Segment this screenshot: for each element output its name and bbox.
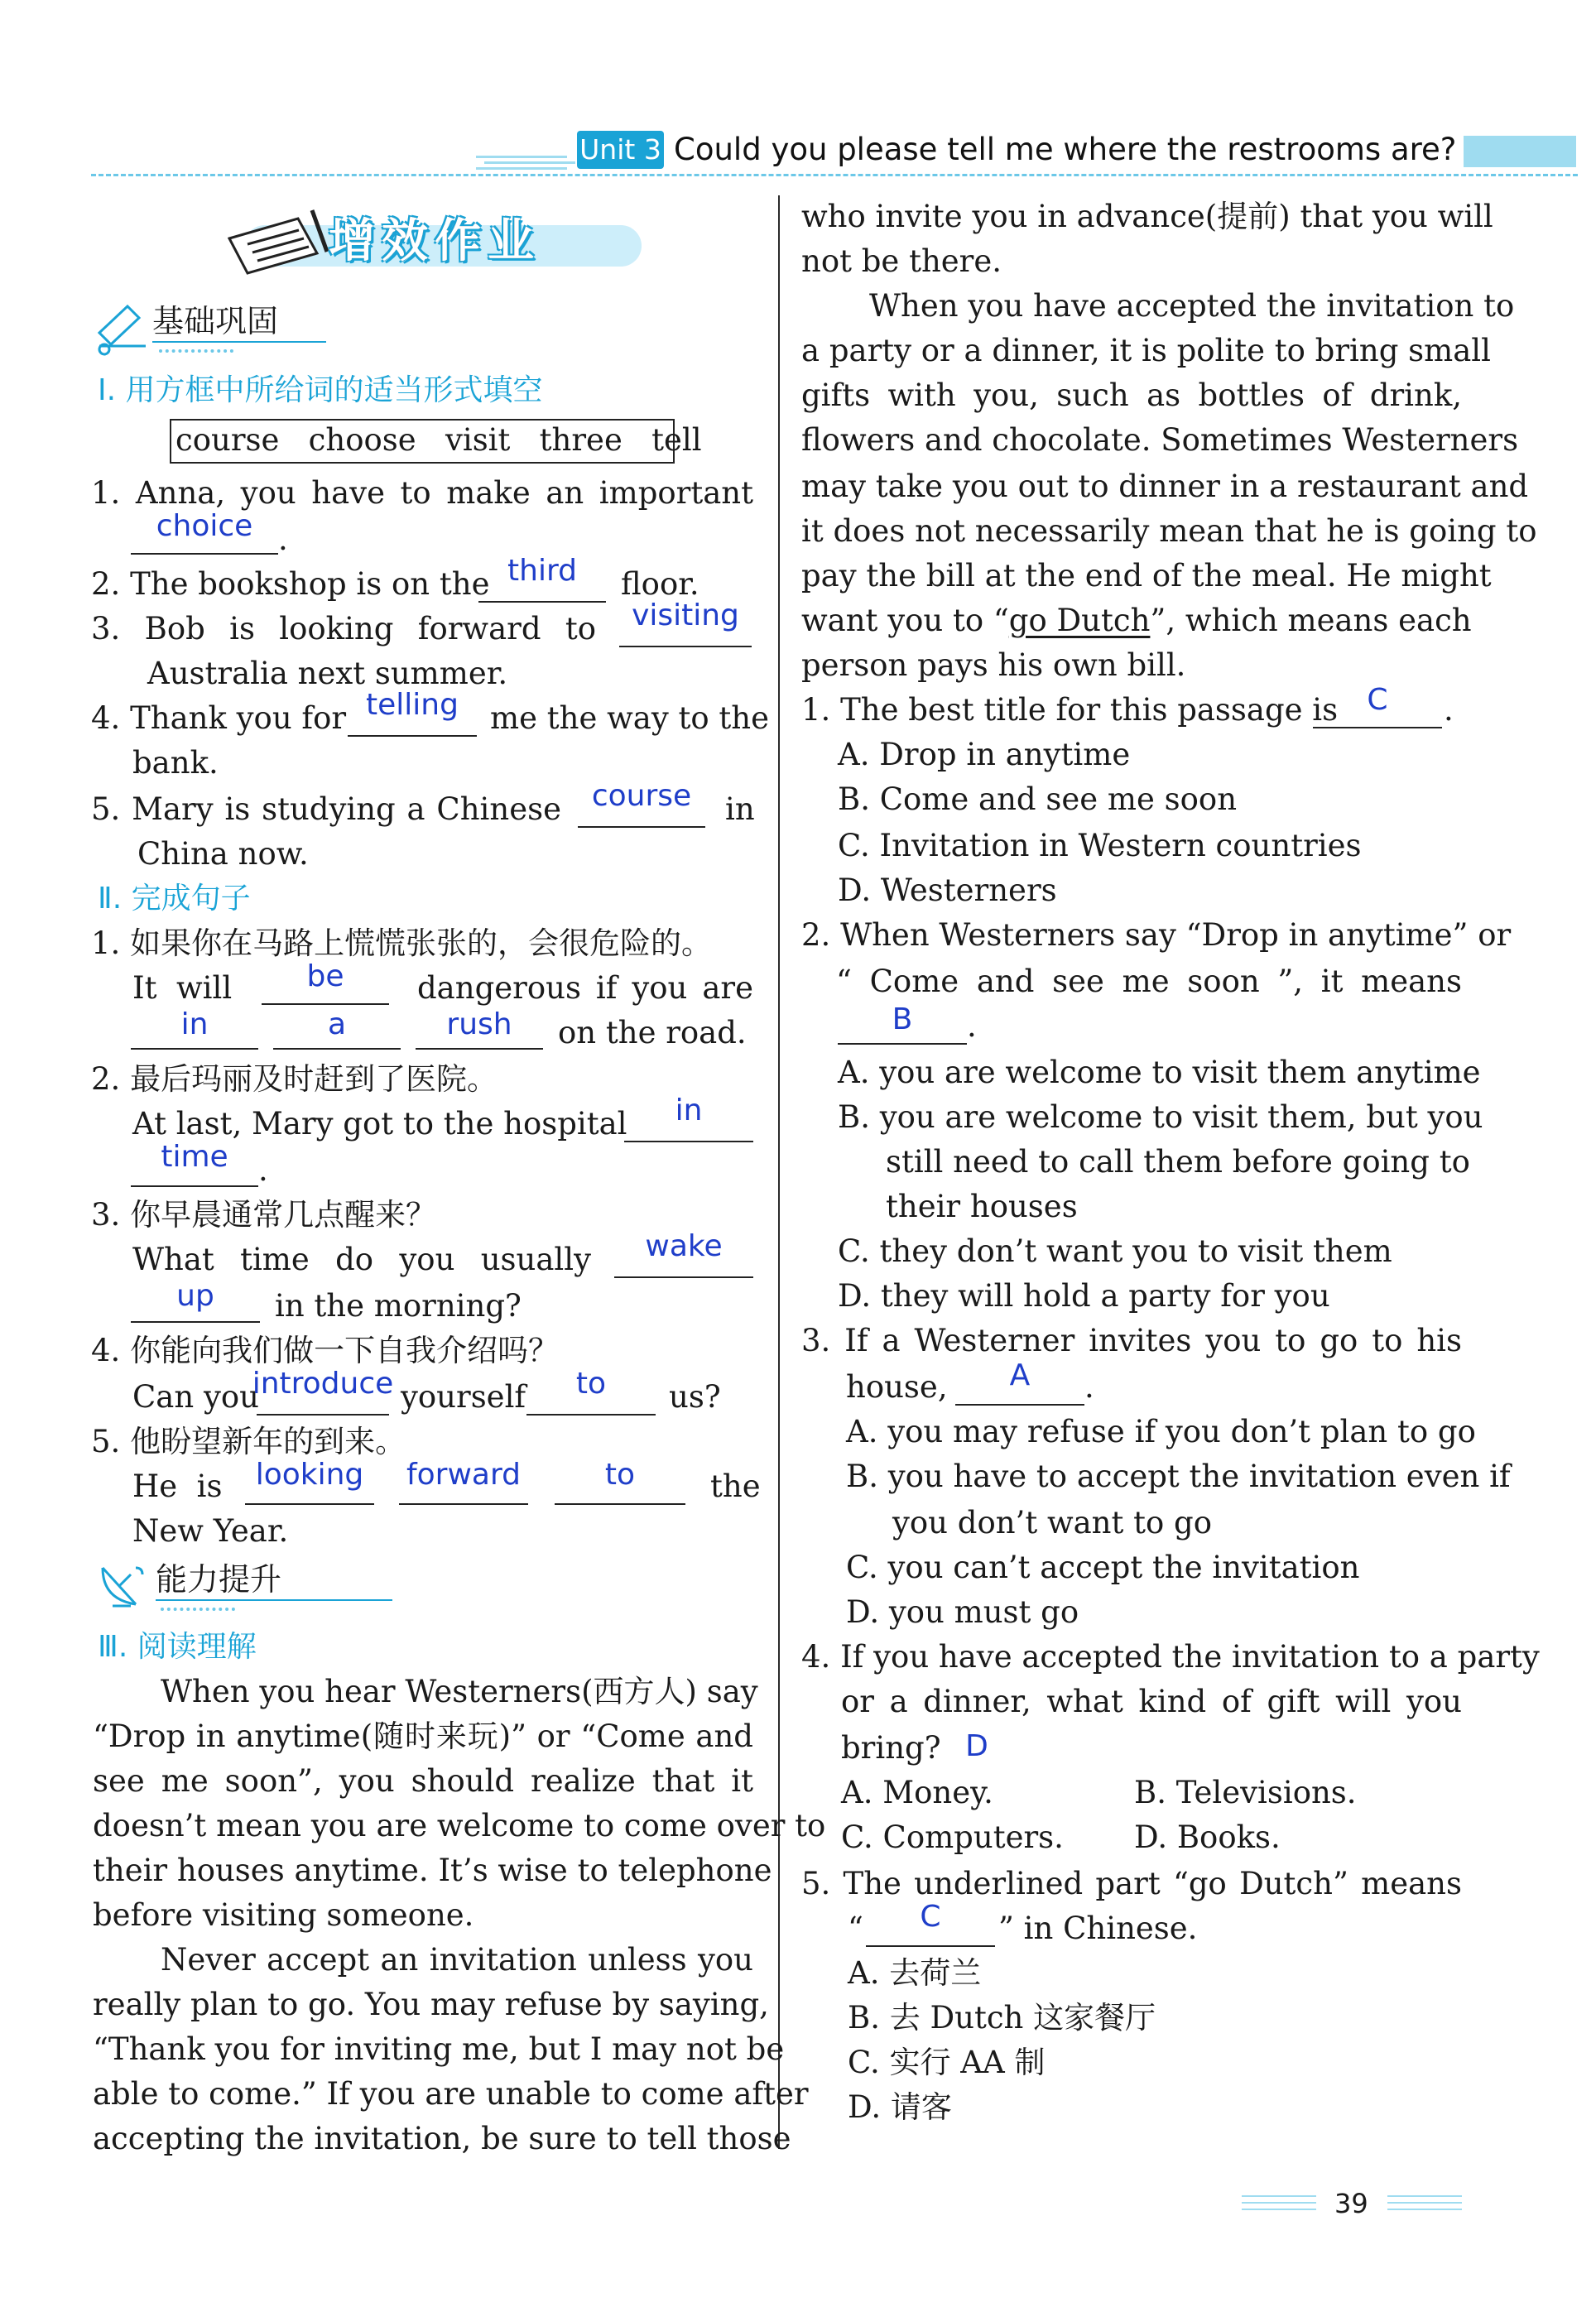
pencil-ruler-icon <box>93 300 151 358</box>
page-number: 39 <box>1334 2188 1368 2219</box>
p1-q2-answer: third <box>507 554 577 588</box>
banner-title: 增效作业 <box>329 214 541 268</box>
basics-heading-rule <box>152 341 326 343</box>
p1-q2-text: 2. The bookshop is on the <box>91 566 490 602</box>
p1-q3-answer: visiting <box>632 598 739 632</box>
r-q3-stem: 3. If a Westerner invites you to go to his <box>801 1323 1462 1358</box>
r-q3-answer: A <box>1009 1358 1031 1392</box>
r-q1-answer: C <box>1367 683 1388 717</box>
r-q5-answer: C <box>920 1900 941 1934</box>
notebook-pencil-icon <box>219 205 344 278</box>
r-q2-answer: B <box>892 1002 913 1036</box>
part3-title: Ⅲ. 阅读理解 <box>98 1630 257 1664</box>
go-dutch-underlined: go Dutch <box>1008 603 1151 638</box>
go-dutch-line: want you to “go Dutch”, which means each <box>801 603 1472 638</box>
p1-q3-text: 3. Bob is looking forward to <box>91 611 596 646</box>
part2-title: Ⅱ. 完成句子 <box>98 882 251 916</box>
p2-q1-answer4: rush <box>446 1007 512 1041</box>
p2-q3-answer2: up <box>176 1279 214 1313</box>
p2-q5-cn: 5. 他盼望新年的到来。 <box>91 1424 406 1459</box>
r-q2-stem: 2. When Westerners say “Drop in anytime” or <box>801 917 1512 953</box>
p2-q5-answer2: forward <box>406 1458 522 1492</box>
unit-badge: Unit 3 <box>577 131 664 169</box>
p1-q5-answer: course <box>591 779 692 813</box>
p2-q2-answer1: in <box>675 1094 703 1127</box>
banner <box>219 205 642 278</box>
p2-q1-answer3: a <box>327 1007 347 1041</box>
word-box-text: course choose visit three tell <box>175 422 702 458</box>
p2-q2-cn: 2. 最后玛丽及时赶到了医院。 <box>91 1061 498 1097</box>
column-divider <box>778 195 780 2149</box>
header-accent-bar <box>1464 136 1576 167</box>
header-dotted-rule <box>91 174 1578 176</box>
p1-q1-answer: choice <box>156 509 253 543</box>
p2-q2-answer2: time <box>161 1140 228 1174</box>
p1-q4-text: 4. Thank you for <box>91 700 347 736</box>
basics-heading: 基础巩固 <box>152 303 279 339</box>
p1-q4-answer: telling <box>366 688 459 722</box>
p2-q4-answer1: introduce <box>252 1367 394 1401</box>
p1-q1-text: 1. Anna, you have to make an important <box>91 475 753 511</box>
header-speed-lines <box>476 154 575 171</box>
r-q1-stem: 1. The best title for this passage is <box>801 692 1339 728</box>
satellite-dish-icon <box>94 1556 152 1614</box>
r-q4-answer: D <box>965 1729 988 1763</box>
r-q5-stem: 5. The underlined part “go Dutch” means <box>801 1866 1462 1901</box>
p2-q3-answer1: wake <box>645 1229 723 1263</box>
p2-q1-cn: 1. 如果你在马路上慌慌张张的，会很危险的。 <box>91 925 713 961</box>
p2-q3-cn: 3. 你早晨通常几点醒来？ <box>91 1197 437 1233</box>
p2-q1-answer2: in <box>180 1007 209 1041</box>
p2-q5-answer3: to <box>604 1458 636 1492</box>
part1-title: Ⅰ. 用方框中所给词的适当形式填空 <box>98 373 543 407</box>
r-q4-stem: 4. If you have accepted the invitation to a party <box>801 1639 1540 1675</box>
footer-rule-left <box>1242 2195 1316 2210</box>
unit-title: Could you please tell me where the restrooms are? <box>674 132 1457 167</box>
p2-q4-answer2: to <box>575 1367 607 1401</box>
p2-q1-answer1: be <box>306 959 344 993</box>
footer-rule-right <box>1387 2195 1462 2210</box>
p2-q5-answer1: looking <box>255 1458 364 1492</box>
p2-q4-cn: 4. 你能向我们做一下自我介绍吗？ <box>91 1333 560 1368</box>
p1-q5-text: 5. Mary is studying a Chinese <box>91 791 561 827</box>
ability-heading: 能力提升 <box>156 1561 282 1598</box>
